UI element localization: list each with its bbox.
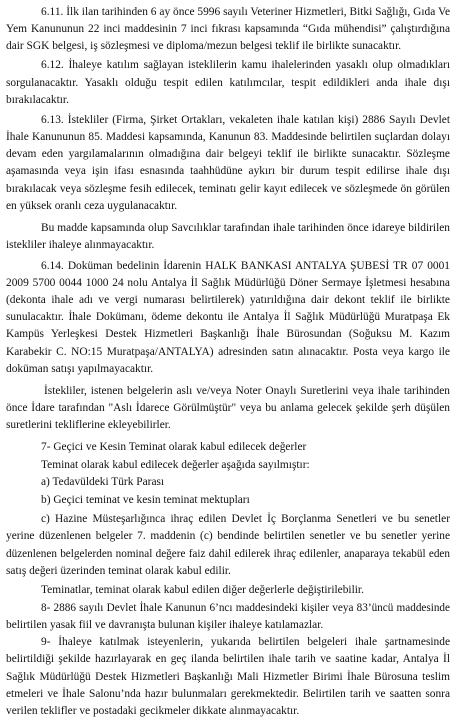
text-line: belirtildiği şekilde hazırlayarak en geç ilanda belirtilen ihale tarih ve saatine kadar, Antalya İl [6,653,450,666]
text-line: devam eden yargılamalarının olmadığına dair belgeyi teklif ile birlikte sunacaktır. Sözleşme [6,148,450,161]
text-line: aşamasında veya işin ifası esnasında taahhüdüne aykırı bir durum tespit edilirse ihale dışı [6,165,450,178]
text-line: Bu madde kapsamında olup Savcılıklar tarafından ihale tarihinden önce idareye bildirilen [41,221,450,234]
text-line: Kampüs Yerleşkesi Destek Hizmetleri Başkanlığı İhale Bürosundan (Soğuksu M. Kazım [6,328,450,341]
text-line: doküman satışı yapılmayacaktır. [6,362,154,375]
text-line: etmeleri ve İhale Salonu’nda hazır bulunmaları gerekmektedir. Belirtilen tarih ve saatten sonra [6,687,450,700]
text-line: (dekonta ihale adı ve vergi numarası belirtilerek) yatırıldığına dair dekont teklif ile birlikte [6,293,450,306]
text-line: 6.11. İlk ilan tarihinden 6 ay önce 5996 sayılı Veteriner Hizmetleri, Bitki Sağlığı, Gıda Ve [41,6,450,18]
text-line: İstekliler, istenen belgelerin aslı ve/veya Noter Onaylı Suretlerini veya ihale tarihinden [44,384,450,397]
text-line: bırakılacak veya sözleşme fesih edilecek, teminatı gelir kayıt edilecek ve sözleşmede ön görülen [6,182,450,195]
text-line: sunulacaktır. İhale Dokümanı, ödeme dekontu ile Antalya İl Sağlık Müdürlüğü Muratpaşa Ek [6,311,450,324]
text-line: yerine düzenlenen belgeler 7. maddenin (c) bendinde belirtilen senetler ve bu senetler yerine [6,530,450,543]
text-line: b) Geçici teminat ve kesin teminat mektupları [41,494,250,506]
text-line: 8- 2886 sayılı Devlet İhale Kanunun 6’ncı maddesindeki kişiler veya 83’üncü maddesinde [41,601,450,614]
text-line: satış değeri üzerinden teminat olarak kabul edilir. [6,564,231,577]
text-line: önce İdare tarafından "Aslı İdarece Görülmüştür" veya bu anlama gelecek şekilde şerh düşülen [6,401,450,414]
text-line: Yem Kanununun 22 inci maddesinin 7 inci fıkrası kapsamında “Gıda mühendisi” çalıştırdığına [6,23,450,36]
text-line: a) Tedavüldeki Türk Parası [41,475,165,488]
text-line: 6.14. Doküman bedelinin İdarenin HALK BANKASI ANTALYA ŞUBESİ TR 07 0001 [41,259,450,272]
text-line: Sağlık Müdürlüğü Destek Hizmetleri Başkanlığı Mali Hizmetler Birimi İhale Bürosuna teslim [6,670,450,683]
text-line: İhale Kanununun 85. Maddesi kapsamında, Kanunun 83. Maddesinde belirtilen suçlardan dolayı [6,131,450,143]
text-line: 9- İhaleye katılmak isteyenlerin, yukarıda belirtilen belgeleri ihale şartnamesinde [41,636,450,649]
text-line: 7- Geçici ve Kesin Teminat olarak kabul edilecek değerler [41,440,307,453]
text-line: dair SGK belgesi, iş sözleşmesi ve diploma/mezun belgesi teklif ile birlikte sunacaktır. [6,40,402,53]
text-line: istekliler ihaleye alınmayacaktır. [6,238,155,251]
text-line: 6.13. İstekliler (Firma, Şirket Ortakları, vekaleten ihale katılan kişi) 2886 Sayılı Devlet [41,113,450,126]
text-line: bırakılacaktır. [6,93,69,106]
text-line: Teminatlar, teminat olarak kabul edilen diğer değerlerle değiştirilebilir. [41,583,364,596]
text-line: belirtilen yasak fiil ve davranışta bulunan kişiler ihaleye katılamazlar. [6,619,324,631]
text-line: c) Hazine Müsteşarlığınca ihraç edilen Devlet İç Borçlanma Senetleri ve bu senetler [41,513,450,525]
text-line: düzenlenen belgelerden nominal değere faiz dahil edilerek ihraç edilenler, anaparaya tekabül eden [6,547,450,560]
text-line: sorgulanacaktır. Yasaklı olduğu tespit edilen katılımcılar, tespit edildikleri anda ihale dışı [6,76,450,89]
text-line: 2009 5700 0044 1000 24 nolu Antalya İl Sağlık Müdürlüğü Döner Sermaye İşletmesi hesabına [6,276,450,289]
text-line: Karabekir C. NO:15 Muratpaşa/ANTALYA) adresinden satın alınacaktır. Posta veya kargo ile [6,345,450,358]
text-line: suretlerini tekliflerine ekleyebilirler. [6,418,171,431]
text-line: en yüksek oranlı ceza uygulanacaktır. [6,199,178,212]
text-line: 6.12. İhaleye katılım sağlayan isteklilerin kamu ihalelerinden yasaklı olup olmadıkları [41,59,450,72]
text-line: Teminat olarak kabul edilecek değerler aşağıda sayılmıştır: [41,458,310,471]
text-line: verilen teklifler ve postadaki gecikmeler dikkate alınmayacaktır. [6,705,300,717]
